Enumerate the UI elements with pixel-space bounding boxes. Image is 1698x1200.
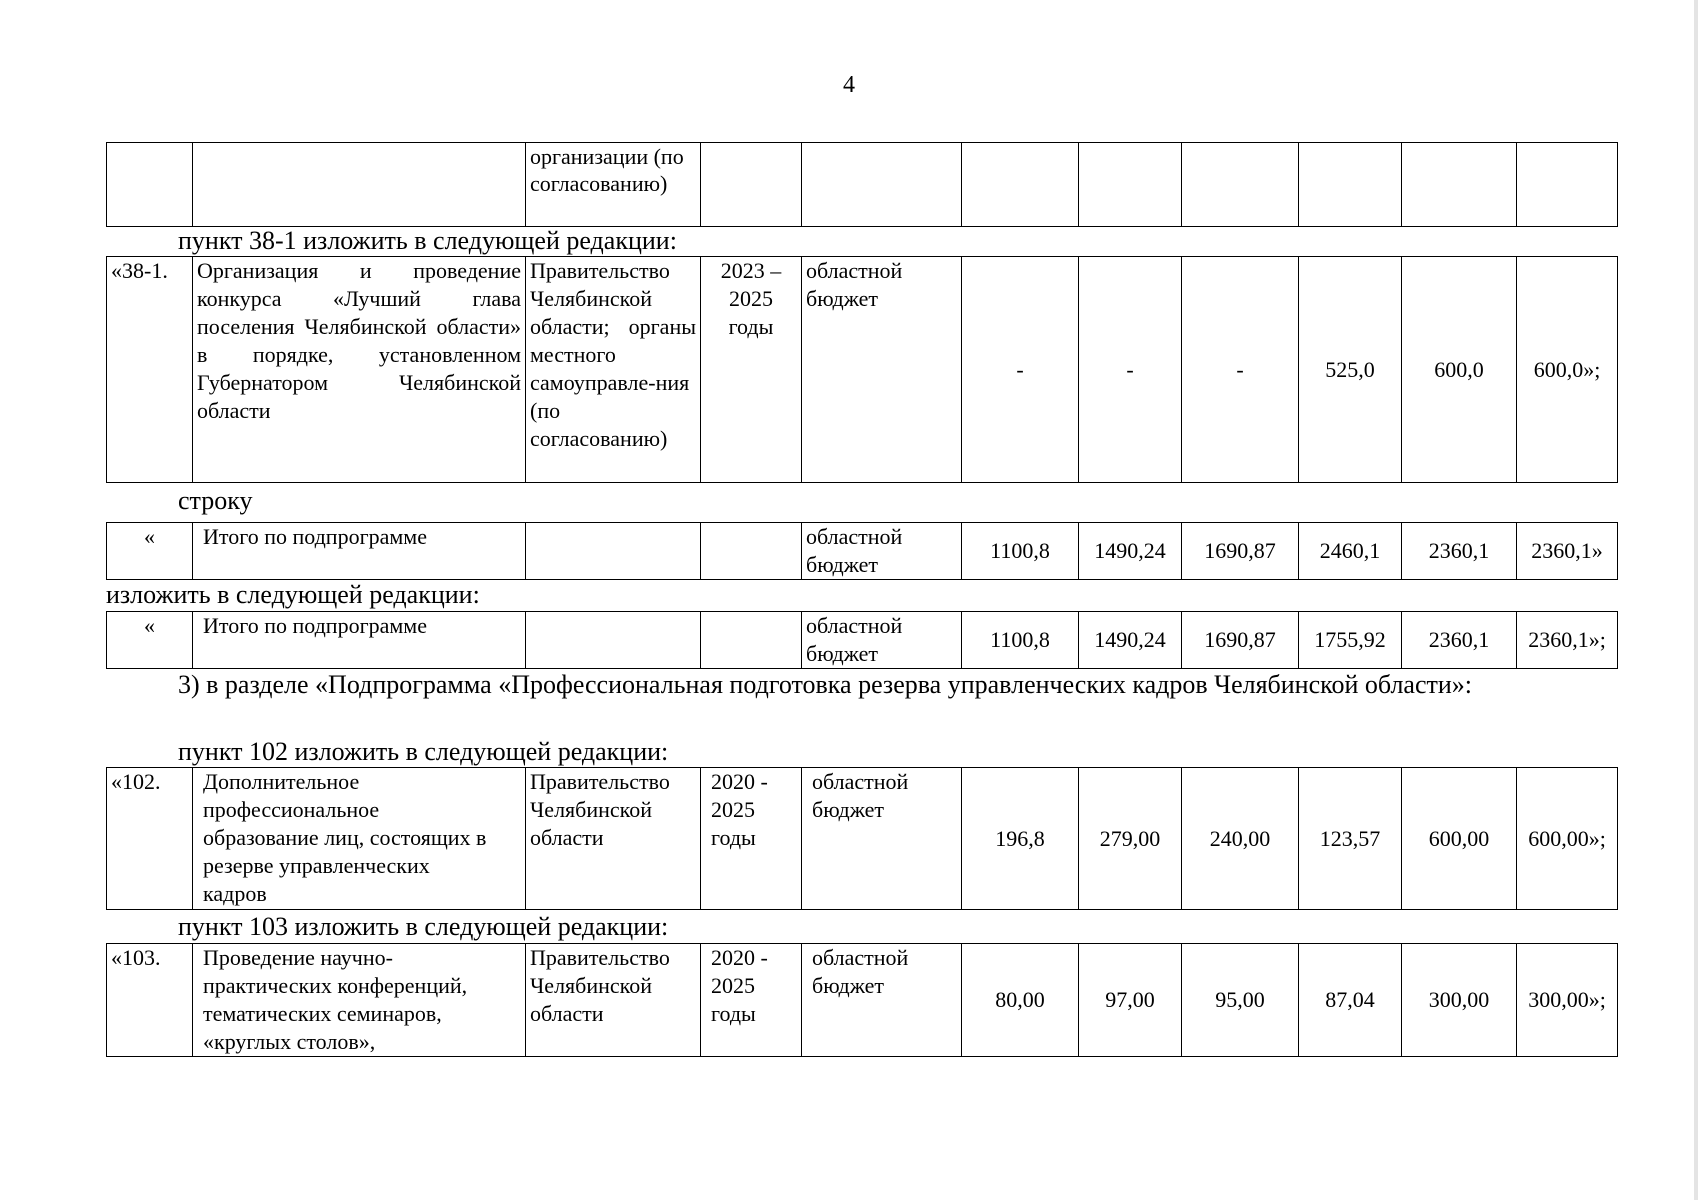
cell-value: 600,00 [1402, 768, 1517, 910]
cell-value: 1490,24 [1079, 523, 1182, 580]
cell-source: областной бюджет [802, 523, 962, 580]
cell-value: 123,57 [1299, 768, 1402, 910]
cell-name: Проведение научно-практических конференций, тематических семинаров, «круглых столов», [193, 944, 526, 1057]
table-itogo-new [106, 611, 1618, 669]
cell-value: 2360,1»; [1517, 612, 1618, 669]
cell-value: - [1182, 257, 1299, 483]
cell-source: областной бюджет [802, 944, 962, 1057]
cell-value: 525,0 [1299, 257, 1402, 483]
cell-name: Дополнительное профессиональное образование лиц, состоящих в резерве управленческих кадров [193, 768, 526, 910]
cell-value: 300,00»; [1517, 944, 1618, 1057]
cell-number: «38-1. [107, 257, 193, 483]
cell-value: 2360,1» [1517, 523, 1618, 580]
cell-value: 300,00 [1402, 944, 1517, 1057]
cell-value: 1100,8 [962, 612, 1079, 669]
caption-izlozhit: изложить в следующей редакции: [106, 580, 480, 609]
cell-number: « [107, 612, 193, 669]
cell-period [701, 523, 802, 580]
table-itogo-old [106, 522, 1618, 580]
cell-value: 600,00»; [1517, 768, 1618, 910]
cell-value [1517, 143, 1618, 227]
cell-executor [526, 612, 701, 669]
cell-value [1299, 143, 1402, 227]
cell-value: 196,8 [962, 768, 1079, 910]
cell-value [1079, 143, 1182, 227]
cell-value: 2360,1 [1402, 612, 1517, 669]
cell-value: 1690,87 [1182, 612, 1299, 669]
cell-executor: организации (по согласованию) [526, 143, 701, 227]
cell-value: 1100,8 [962, 523, 1079, 580]
cell-value: 95,00 [1182, 944, 1299, 1057]
section-3-paragraph: 3) в разделе «Подпрограмма «Профессиональная подготовка резерва управленческих кадров Челябинской области»: [178, 670, 1472, 699]
cell-value: 97,00 [1079, 944, 1182, 1057]
cell-value: 1690,87 [1182, 523, 1299, 580]
table-continuation [106, 142, 1618, 227]
cell-source: областной бюджет [802, 612, 962, 669]
cell-name [193, 143, 526, 227]
cell-number [107, 143, 193, 227]
cell-value [1402, 143, 1517, 227]
cell-source: областной бюджет [802, 257, 962, 483]
cell-period [701, 143, 802, 227]
table-102 [106, 767, 1618, 910]
cell-value: 279,00 [1079, 768, 1182, 910]
cell-value: 240,00 [1182, 768, 1299, 910]
table-row [107, 523, 1618, 580]
cell-value: 2360,1 [1402, 523, 1517, 580]
cell-value: - [1079, 257, 1182, 483]
cell-value: 1755,92 [1299, 612, 1402, 669]
cell-period: 2023 – 2025 годы [701, 257, 802, 483]
cell-source: областной бюджет [802, 768, 962, 910]
table-row [107, 768, 1618, 910]
caption-102: пункт 102 изложить в следующей редакции: [178, 737, 669, 766]
page-number: 4 [843, 72, 855, 98]
cell-value: 87,04 [1299, 944, 1402, 1057]
cell-value [962, 143, 1079, 227]
cell-value: 600,0 [1402, 257, 1517, 483]
cell-value: - [962, 257, 1079, 483]
cell-name: Итого по подпрограмме [193, 523, 526, 580]
table-row [107, 143, 1618, 227]
cell-number: « [107, 523, 193, 580]
cell-name: Организация и проведение конкурса «Лучший глава поселения Челябинской области» в порядке, установленном Губернатором Челябинской области [193, 257, 526, 483]
cell-number: «103. [107, 944, 193, 1057]
cell-value: 80,00 [962, 944, 1079, 1057]
cell-value: 2460,1 [1299, 523, 1402, 580]
table-row [107, 612, 1618, 669]
caption-38-1: пункт 38-1 изложить в следующей редакции: [178, 226, 677, 255]
cell-executor [526, 523, 701, 580]
table-row [107, 944, 1618, 1057]
caption-103: пункт 103 изложить в следующей редакции: [178, 912, 669, 941]
scan-edge [1694, 0, 1698, 1200]
cell-value: 600,0»; [1517, 257, 1618, 483]
table-103 [106, 943, 1618, 1057]
cell-executor: Правительство Челябинской области [526, 768, 701, 910]
cell-value: 1490,24 [1079, 612, 1182, 669]
cell-period: 2020 - 2025 годы [701, 768, 802, 910]
cell-period: 2020 - 2025 годы [701, 944, 802, 1057]
cell-value [1182, 143, 1299, 227]
cell-source [802, 143, 962, 227]
cell-executor: Правительство Челябинской области [526, 944, 701, 1057]
table-row [107, 257, 1618, 483]
cell-period [701, 612, 802, 669]
cell-executor: Правительство Челябинской области; органы местного самоуправле-ния (по согласованию) [526, 257, 701, 483]
caption-stroku: строку [178, 486, 253, 515]
table-38-1 [106, 256, 1618, 483]
cell-number: «102. [107, 768, 193, 910]
cell-name: Итого по подпрограмме [193, 612, 526, 669]
